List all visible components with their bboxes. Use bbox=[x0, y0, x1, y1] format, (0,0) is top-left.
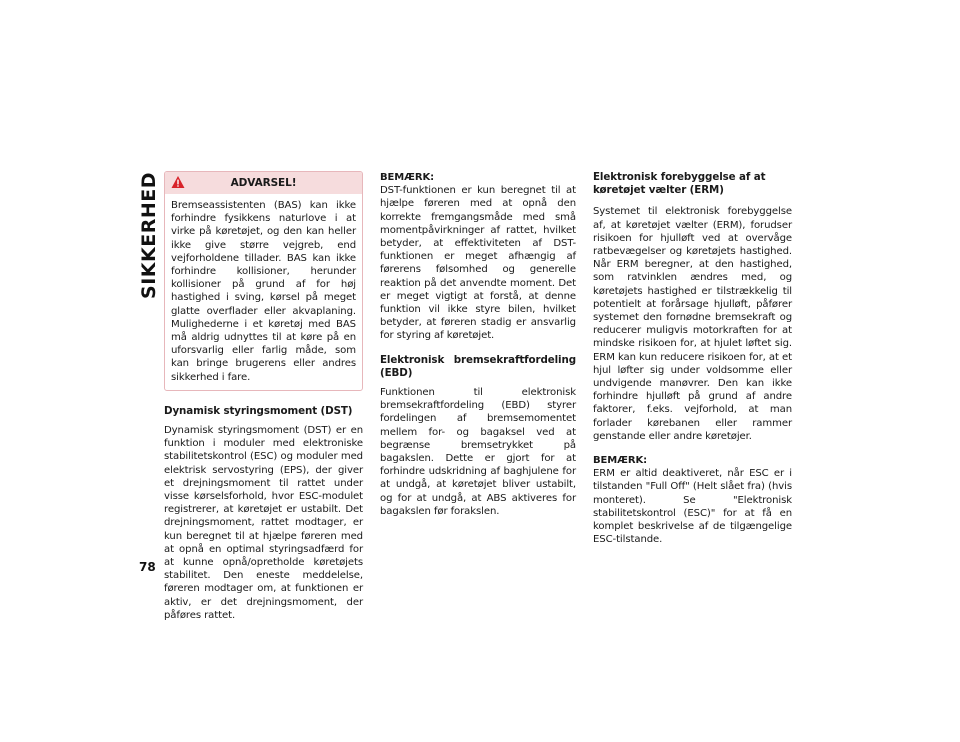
erm-paragraph: Systemet til elektronisk forebyggelse af, at køretøjet vælter (ERM), forudser risikoen for hjulløft ved at overvåge ratbevægelser og køretøjets hastighed. Når ERM beregner, at den hastighed, som ratvinklen ændres med, og køretøjets hastighed er tilstrækkelig til potentielt at forårsage hjulløft, påfører systemet den fornødne bremsekraft og reducerer muligvis motorkraften for at mindske risikoen for, at hjulet løftet sig. ERM kan kun reducere risikoen for, at et hjul løfter sig under voldsomme eller undvigende manøvrer. Den kan ikke forhindre hjulløft på grund af andre faktorer, f.eks. vejforhold, at man forlader kørebanen eller rammer genstande eller andre køretøjer. bbox=[593, 206, 792, 442]
ebd-paragraph: Funktionen til elektronisk bremsekraftfordeling (EBD) styrer fordelingen af bremsemomentet mellem for- og bagaksel ved at begrænse bremsetrykket på bagakslen. Dette er gjort for at forhindre udskridning af baghjulene for at undgå, at køretøjet bliver ustabilt, og for at undgå, at ABS aktiveres for bagakslen før forakslen. bbox=[380, 387, 576, 517]
erm-heading: Elektronisk forebyggelse af at køretøjet vælter (ERM) bbox=[593, 171, 766, 197]
column-1 bbox=[164, 171, 363, 622]
warning-triangle-icon bbox=[171, 175, 185, 189]
warning-box bbox=[164, 171, 363, 391]
ebd-heading: Elektronisk bremsekraftfordeling (EBD) bbox=[380, 353, 576, 379]
note-label-2: BEMÆRK: bbox=[593, 455, 648, 467]
column-3 bbox=[593, 171, 792, 546]
warning-title: ADVARSEL! bbox=[230, 177, 297, 189]
dst-paragraph: Dynamisk styringsmoment (DST) er en funktion i moduler med elektroniske stabilitetskontrol (ESC) og moduler med elektrisk servostyring (EPS), der giver et drejningsmoment til rattet under visse kørselsforhold, hvor ESC-modulet registrerer, at køretøjet er ustabilt. Det drejningsmoment, rattet modtager, er kun beregnet til at hjælpe føreren med at opnå en optimal styringsadfærd for at kunne opnå/opretholde køretøjets stabilitet. Den eneste meddelelse, føreren modtager om, at funktionen er aktiv, er det drejningsmoment, der påføres rattet. bbox=[164, 425, 363, 621]
warning-text: Bremseassistenten (BAS) kan ikke forhindre fysikkens naturlove i at virke på køretøjet, og den kan heller ikke give større vejgreb, end vejforholdene tillader. BAS kan ikke forhindre kollisioner, herunder kollisioner på grund af for høj hastighed i sving, kørsel på meget glatte overflader eller akvaplaning. Mulighederne i et køretøj med BAS må aldrig udnyttes til at køre på en uforsvarlig eller farlig måde, som kan bringe brugerens eller andres sikkerhed i fare. bbox=[171, 200, 356, 383]
page-number: 78 bbox=[139, 560, 156, 574]
note-label-1: BEMÆRK: bbox=[380, 172, 435, 183]
section-side-title: SIKKERHED bbox=[138, 172, 160, 299]
warning-body bbox=[165, 194, 362, 390]
warning-header bbox=[165, 172, 362, 194]
column-2 bbox=[380, 171, 576, 518]
note-text-2: ERM er altid deaktiveret, når ESC er i tilstanden "Full Off" (Helt slået fra) (hvis monteret). Se "Elektronisk stabilitetskontrol (ESC)" for at få en komplet beskrivelse af de tilgængelige ESC-tilstande. bbox=[593, 468, 792, 546]
note-text-1: DST-funktionen er kun beregnet til at hjælpe føreren med at opnå den korrekte fremgangsmåde med små momentpåvirkninger af rattet, hvilket betyder, at effektiviteten af DST-funktionen er meget afhængig af førerens følsomhed og generelle reaktion på det anvendte moment. Det er meget vigtigt at forstå, at denne funktion vil ikke styre bilen, hvilket betyder, at føreren stadig er ansvarlig for styring af køretøjet. bbox=[380, 185, 576, 342]
dst-heading: Dynamisk styringsmoment (DST) bbox=[164, 404, 353, 417]
